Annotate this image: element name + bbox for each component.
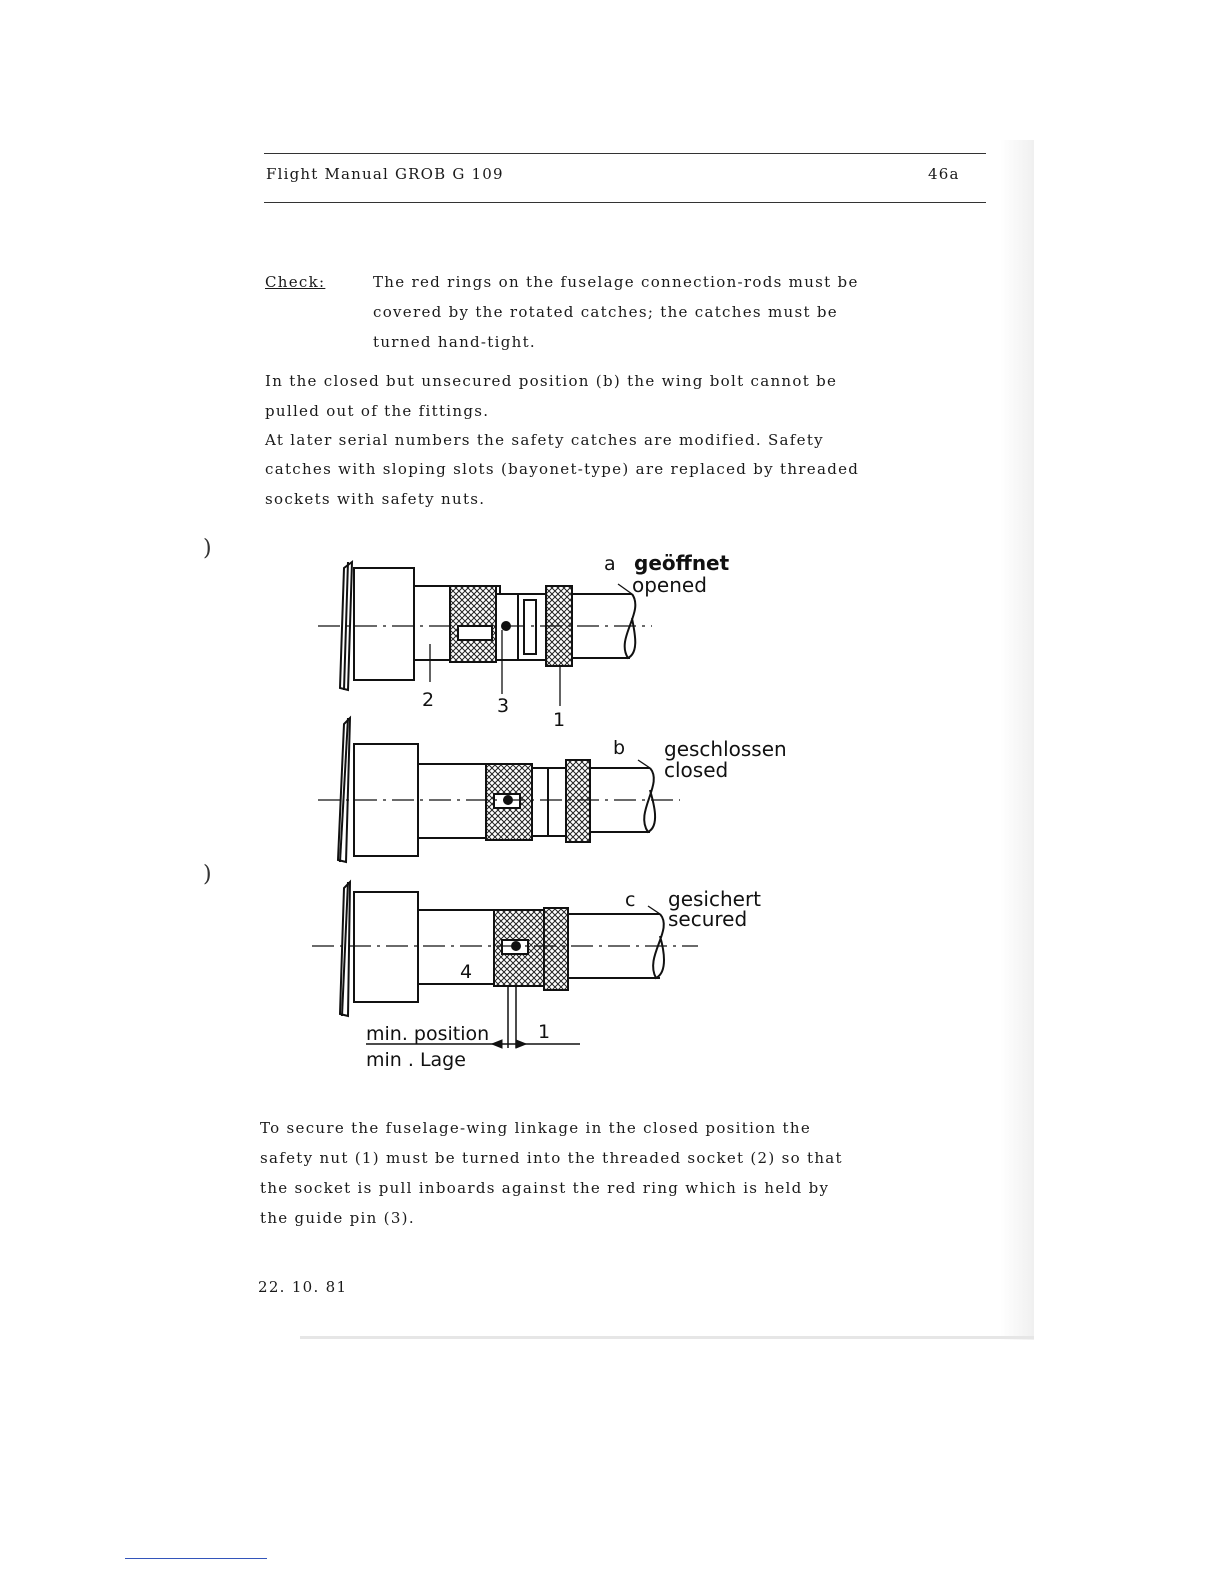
label-c-en: secured bbox=[668, 907, 748, 931]
label-c-letter: c bbox=[625, 889, 636, 911]
min-position-label: min. position bbox=[366, 1023, 490, 1045]
callout-1: 1 bbox=[553, 709, 566, 731]
para1-line-1: In the closed but unsecured position (b) the wing bolt cannot be bbox=[265, 372, 838, 390]
para1-line-4: catches with sloping slots (bayonet-type) are replaced by threaded bbox=[265, 460, 860, 478]
label-a-de: geöffnet bbox=[634, 551, 730, 575]
para2-line-2: safety nut (1) must be turned into the threaded socket (2) so that bbox=[260, 1149, 843, 1167]
min-lage-label: min . Lage bbox=[366, 1049, 466, 1071]
diagram-a-opened bbox=[318, 562, 652, 706]
label-b-letter: b bbox=[613, 737, 626, 759]
label-b-de: geschlossen bbox=[664, 737, 787, 761]
margin-hole-mark: ) bbox=[203, 862, 212, 887]
check-line-1: The red rings on the fuselage connection-rods must be bbox=[373, 273, 859, 291]
header-title: Flight Manual GROB G 109 bbox=[266, 165, 504, 183]
check-line-3: turned hand-tight. bbox=[373, 333, 536, 351]
label-c-de: gesichert bbox=[668, 887, 762, 911]
callout-2: 2 bbox=[422, 689, 435, 711]
label-a-letter: a bbox=[604, 553, 616, 575]
diagram-b-closed bbox=[318, 718, 680, 862]
footnote-separator bbox=[125, 1558, 267, 1559]
para2-line-3: the socket is pull inboards against the red ring which is held by bbox=[260, 1179, 830, 1197]
callout-4: 4 bbox=[460, 961, 473, 983]
para2-line-1: To secure the fuselage-wing linkage in the closed position the bbox=[260, 1119, 812, 1137]
para2-line-4: the guide pin (3). bbox=[260, 1209, 415, 1227]
check-label: Check: bbox=[265, 273, 326, 291]
footer-date: 22. 10. 81 bbox=[258, 1278, 348, 1296]
label-a-en: opened bbox=[632, 573, 707, 597]
page-number: 46a bbox=[928, 165, 960, 183]
check-line-2: covered by the rotated catches; the catches must be bbox=[373, 303, 838, 321]
para1-line-3: At later serial numbers the safety catches are modified. Safety bbox=[265, 431, 824, 449]
label-b-en: closed bbox=[664, 758, 729, 782]
para1-line-2: pulled out of the fittings. bbox=[265, 402, 490, 420]
margin-hole-mark: ) bbox=[203, 536, 212, 561]
callout-1-secured: 1 bbox=[538, 1021, 551, 1043]
para1-line-5: sockets with safety nuts. bbox=[265, 490, 486, 508]
callout-3: 3 bbox=[497, 695, 510, 717]
